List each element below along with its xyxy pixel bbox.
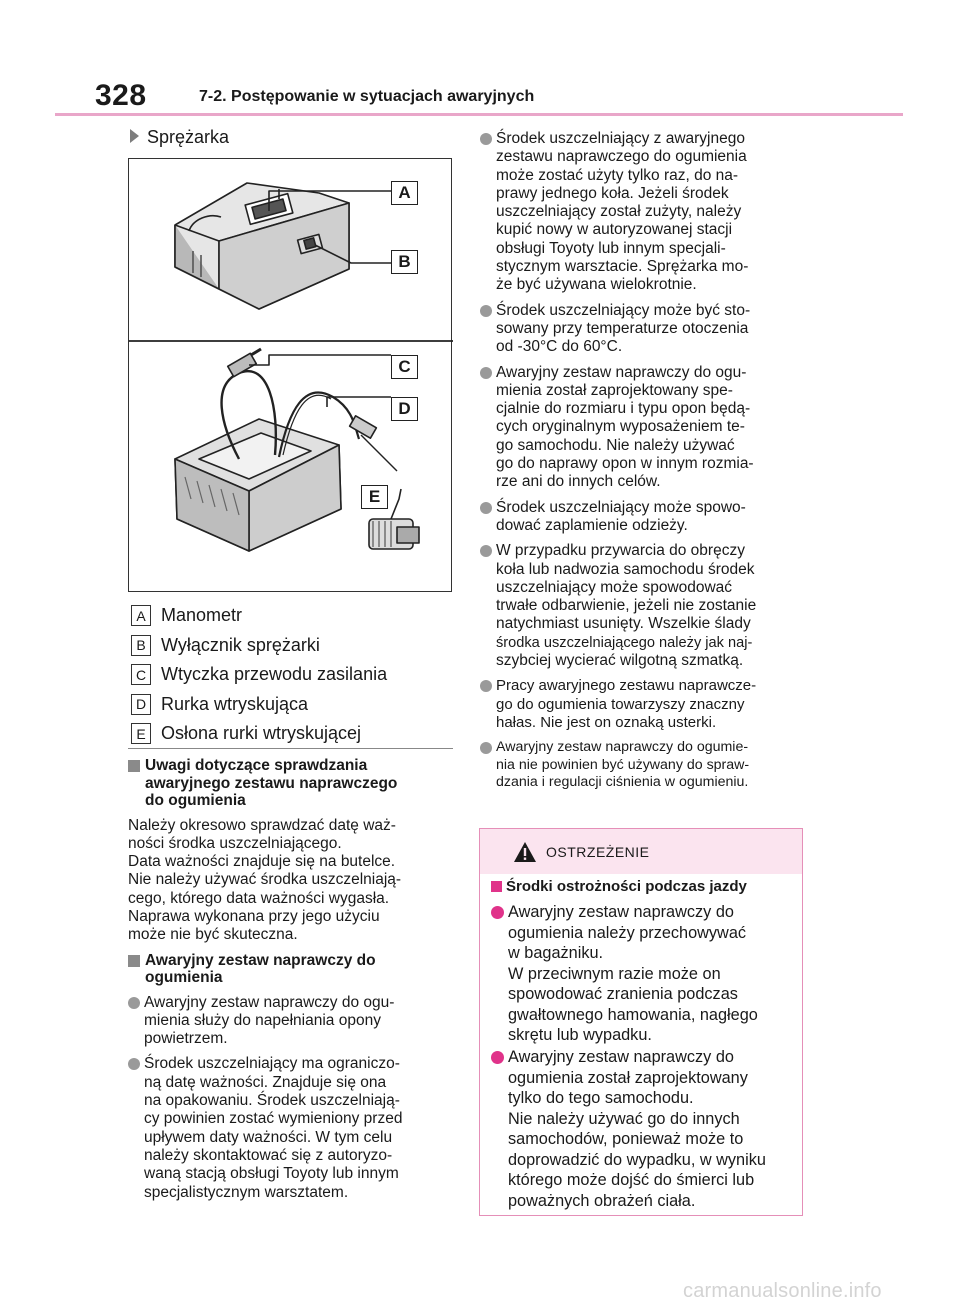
warning-label: OSTRZEŻENIE xyxy=(546,844,650,860)
bullet-line: Awaryjny zestaw naprawczy do xyxy=(508,903,734,921)
bullet-line: koła lub nadwozia samochodu środek xyxy=(496,560,755,578)
warning-header xyxy=(480,829,802,874)
bullet-line: gwałtownego hamowania, nagłego xyxy=(508,1005,758,1024)
paragraph-line: Data ważności znajduje się na butelce. xyxy=(128,853,396,871)
triangle-marker-icon xyxy=(130,129,139,143)
bullet-line: go do naprawy opon w innym rozmia- xyxy=(496,455,754,473)
bullet-dot-icon xyxy=(480,545,492,557)
legend-row-d xyxy=(131,690,451,720)
bullet-line: kupić nowy w autoryzowanej stacji xyxy=(496,221,733,239)
bullet-dot-icon xyxy=(480,305,492,317)
bullet-line: którego może dojść do śmierci lub xyxy=(508,1171,755,1189)
bullet-line: W przeciwnym razie może on xyxy=(508,964,721,983)
header-rule xyxy=(55,113,903,116)
legend-text-a: Manometr xyxy=(161,605,243,626)
bullet-dot-icon xyxy=(480,367,492,379)
legend-text-b: Wyłącznik sprężarki xyxy=(161,634,320,655)
repair-kit-bullet-2 xyxy=(128,1055,453,1201)
callout-e: E xyxy=(361,485,388,509)
legend-row-e xyxy=(131,719,451,749)
paragraph-line: może nie być skuteczna. xyxy=(128,926,298,944)
bullet-line: samochodów, ponieważ może to xyxy=(508,1130,744,1148)
inspection-notes-section xyxy=(128,757,453,1202)
warning-subheading-text: Środki ostrożności podczas jazdy xyxy=(506,878,747,895)
heading-line: Awaryjny zestaw naprawczy do xyxy=(145,951,376,969)
bullet-line: tylko do tego samochodu. xyxy=(508,1089,694,1107)
bullet-line: spowodować zranienia podczas xyxy=(508,985,738,1003)
heading-line: awaryjnego zestawu naprawczego xyxy=(145,774,398,792)
bullet-line: środka uszczelniającego należy jak naj- xyxy=(496,634,753,651)
bullet-dot-icon xyxy=(480,133,492,145)
bullet-line: go do ogumienia towarzyszy znaczny xyxy=(496,695,745,713)
bullet-dot-icon xyxy=(480,742,492,754)
bullet-line: Awaryjny zestaw naprawczy do ogu- xyxy=(496,363,747,381)
bullet-line: Środek uszczelniający z awaryjnego xyxy=(496,130,745,147)
bullet-line: natychmiast usunięty. Wszelkie ślady xyxy=(496,615,751,633)
bullet-line: cych oryginalnym wyposażeniem te- xyxy=(496,418,745,436)
bullet-line: należy skontaktować się z autoryzo- xyxy=(144,1146,393,1164)
bullet-dot-icon xyxy=(128,1058,140,1070)
bullet-line: skrętu lub wypadku. xyxy=(508,1026,652,1044)
right-column-notes xyxy=(480,130,802,791)
inspection-notes-heading xyxy=(128,757,453,810)
bullet-line: Nie należy używać go do innych xyxy=(508,1109,740,1128)
legend-row-b xyxy=(131,631,451,661)
bullet-dot-icon xyxy=(480,502,492,514)
callout-d: D xyxy=(391,397,418,421)
bullet-line: uszczelniający został zużyty, należy xyxy=(496,203,742,221)
bullet-dot-icon xyxy=(491,906,504,919)
bullet-dot-icon xyxy=(491,1051,504,1064)
bullet-line: specjalistycznym warsztatem. xyxy=(144,1183,349,1201)
note-bullet-3 xyxy=(480,364,802,492)
bullet-line: prawy jednego koła. Jeżeli środek xyxy=(496,184,729,202)
bullet-line: od -30°C do 60°C. xyxy=(496,338,623,356)
inspection-notes-paragraph xyxy=(128,817,453,945)
bullet-line: Środek uszczelniający ma ograniczo- xyxy=(144,1055,400,1073)
heading-line: Uwagi dotyczące sprawdzania xyxy=(145,757,368,774)
bullet-line: waną stacją obsługi Toyoty lub innym xyxy=(144,1165,399,1183)
legend-row-c xyxy=(131,660,451,690)
bullet-line: sowany przy temperaturze otoczenia xyxy=(496,319,749,337)
warning-box xyxy=(479,828,803,1216)
bullet-line: na opakowaniu. Środek uszczelniają- xyxy=(144,1092,400,1110)
bullet-line: uszczelniający może spowodować xyxy=(496,578,733,596)
bullet-line: nia nie powinien być używany do spraw- xyxy=(496,756,750,773)
legend-key-b: B xyxy=(131,635,151,656)
bullet-line: Awaryjny zestaw naprawczy do ogu- xyxy=(144,993,395,1011)
bullet-line: cjalnie do rozmiaru i typu opon będą- xyxy=(496,400,751,418)
legend-text-d: Rurka wtryskująca xyxy=(161,693,309,714)
bullet-line: Awaryjny zestaw naprawczy do xyxy=(508,1048,734,1066)
square-marker-icon xyxy=(128,760,140,772)
bullet-line: poważnych obrażeń ciała. xyxy=(508,1191,696,1210)
callout-a: A xyxy=(391,181,418,205)
bullet-line: hałas. Nie jest on oznaką usterki. xyxy=(496,713,717,731)
bullet-line: może zostać użyty tylko raz, do na- xyxy=(496,166,739,184)
bullet-line: dować zaplamienie odzieży. xyxy=(496,516,688,534)
page-header xyxy=(95,78,903,118)
bullet-line: w bagażniku. xyxy=(508,944,604,962)
figure-title xyxy=(130,125,229,149)
bullet-line: dzania i regulacji ciśnienia w ogumieniu. xyxy=(496,773,749,790)
square-marker-icon xyxy=(128,955,140,967)
bullet-line: cy powinien zostać wymieniony przed xyxy=(144,1110,403,1128)
watermark: carmanualsonline.info xyxy=(683,1280,882,1302)
bullet-dot-icon xyxy=(128,997,140,1009)
warning-subheading xyxy=(491,878,747,896)
warning-bullet-1 xyxy=(491,902,796,1046)
bullet-line: mienia służy do napełniania opony xyxy=(144,1011,381,1029)
bullet-line: obsługi Toyoty lub innym specjali- xyxy=(496,239,726,257)
bullet-line: Środek uszczelniający może być sto- xyxy=(496,301,751,319)
legend-key-a: A xyxy=(131,605,151,626)
note-bullet-5 xyxy=(480,542,802,670)
legend-text-e: Osłona rurki wtryskującej xyxy=(161,723,362,744)
repair-kit-heading xyxy=(128,952,453,987)
warning-bullet-2 xyxy=(491,1047,796,1211)
legend-text-c: Wtyczka przewodu zasilania xyxy=(161,664,388,685)
section-divider xyxy=(128,748,453,749)
legend-key-c: C xyxy=(131,664,151,685)
paragraph-line: ności środka uszczelniającego. xyxy=(128,834,342,852)
legend-row-a xyxy=(131,601,451,631)
figure-legend xyxy=(131,601,451,749)
bullet-line: Pracy awaryjnego zestawu naprawcze- xyxy=(496,677,757,695)
bullet-line: szybciej wycierać wilgotną szmatką. xyxy=(496,652,744,670)
note-bullet-2 xyxy=(480,302,802,357)
hose-tip xyxy=(350,416,377,438)
repair-kit-bullet-1 xyxy=(128,994,453,1049)
bullet-line: zestawu naprawczego do ogumienia xyxy=(496,148,747,166)
note-bullet-7 xyxy=(480,739,802,791)
note-bullet-6 xyxy=(480,677,802,732)
bullet-line: doprowadzić do wypadku, w wyniku xyxy=(508,1150,766,1169)
bullet-line: ogumienia został zaprojektowany xyxy=(508,1068,748,1087)
bullet-dot-icon xyxy=(480,680,492,692)
bullet-line: ną datę ważności. Znajduje się ona xyxy=(144,1073,387,1091)
bullet-line: Środek uszczelniający może spowo- xyxy=(496,498,746,516)
paragraph-line: Nie należy używać środka uszczelniają- xyxy=(128,871,402,889)
callout-c: C xyxy=(391,355,418,379)
section-title: 7-2. Postępowanie w sytuacjach awaryjnych xyxy=(199,88,535,105)
bullet-line: powietrzem. xyxy=(144,1030,228,1048)
bullet-line: ogumienia należy przechowywać xyxy=(508,923,747,942)
bullet-line: mienia został zaprojektowany spe- xyxy=(496,381,733,399)
bullet-line: rze ani do innych celów. xyxy=(496,473,661,491)
note-bullet-1 xyxy=(480,130,802,295)
figure-title-text: Sprężarka xyxy=(147,127,230,147)
paragraph-line: Należy okresowo sprawdzać datę waż- xyxy=(128,816,396,834)
paragraph-line: Naprawa wykonana przy jego użyciu xyxy=(128,907,380,925)
bullet-line: W przypadku przywarcia do obręczy xyxy=(496,542,745,560)
bullet-line: upływem daty ważności. W tym celu xyxy=(144,1128,393,1146)
callout-b: B xyxy=(391,250,418,274)
compressor-figure xyxy=(128,158,452,592)
bullet-line: trwałe odbarwienie, jeżeli nie zostanie xyxy=(496,597,757,615)
paragraph-line: cego, którego data ważności wygasła. xyxy=(128,889,390,907)
note-bullet-4 xyxy=(480,499,802,536)
legend-key-e: E xyxy=(131,723,151,744)
square-marker-icon xyxy=(491,881,502,892)
legend-key-d: D xyxy=(131,694,151,715)
bullet-line: Awaryjny zestaw naprawczy do ogumie- xyxy=(496,739,749,756)
warning-triangle-icon xyxy=(513,841,537,863)
heading-line: ogumienia xyxy=(145,969,223,987)
bullet-line: go samochodu. Nie należy używać xyxy=(496,436,735,454)
heading-line: do ogumienia xyxy=(145,792,246,809)
bullet-line: że być używana wielokrotnie. xyxy=(496,276,697,294)
bullet-line: stycznym warsztacie. Sprężarka mo- xyxy=(496,258,749,276)
page-number: 328 xyxy=(95,79,147,112)
